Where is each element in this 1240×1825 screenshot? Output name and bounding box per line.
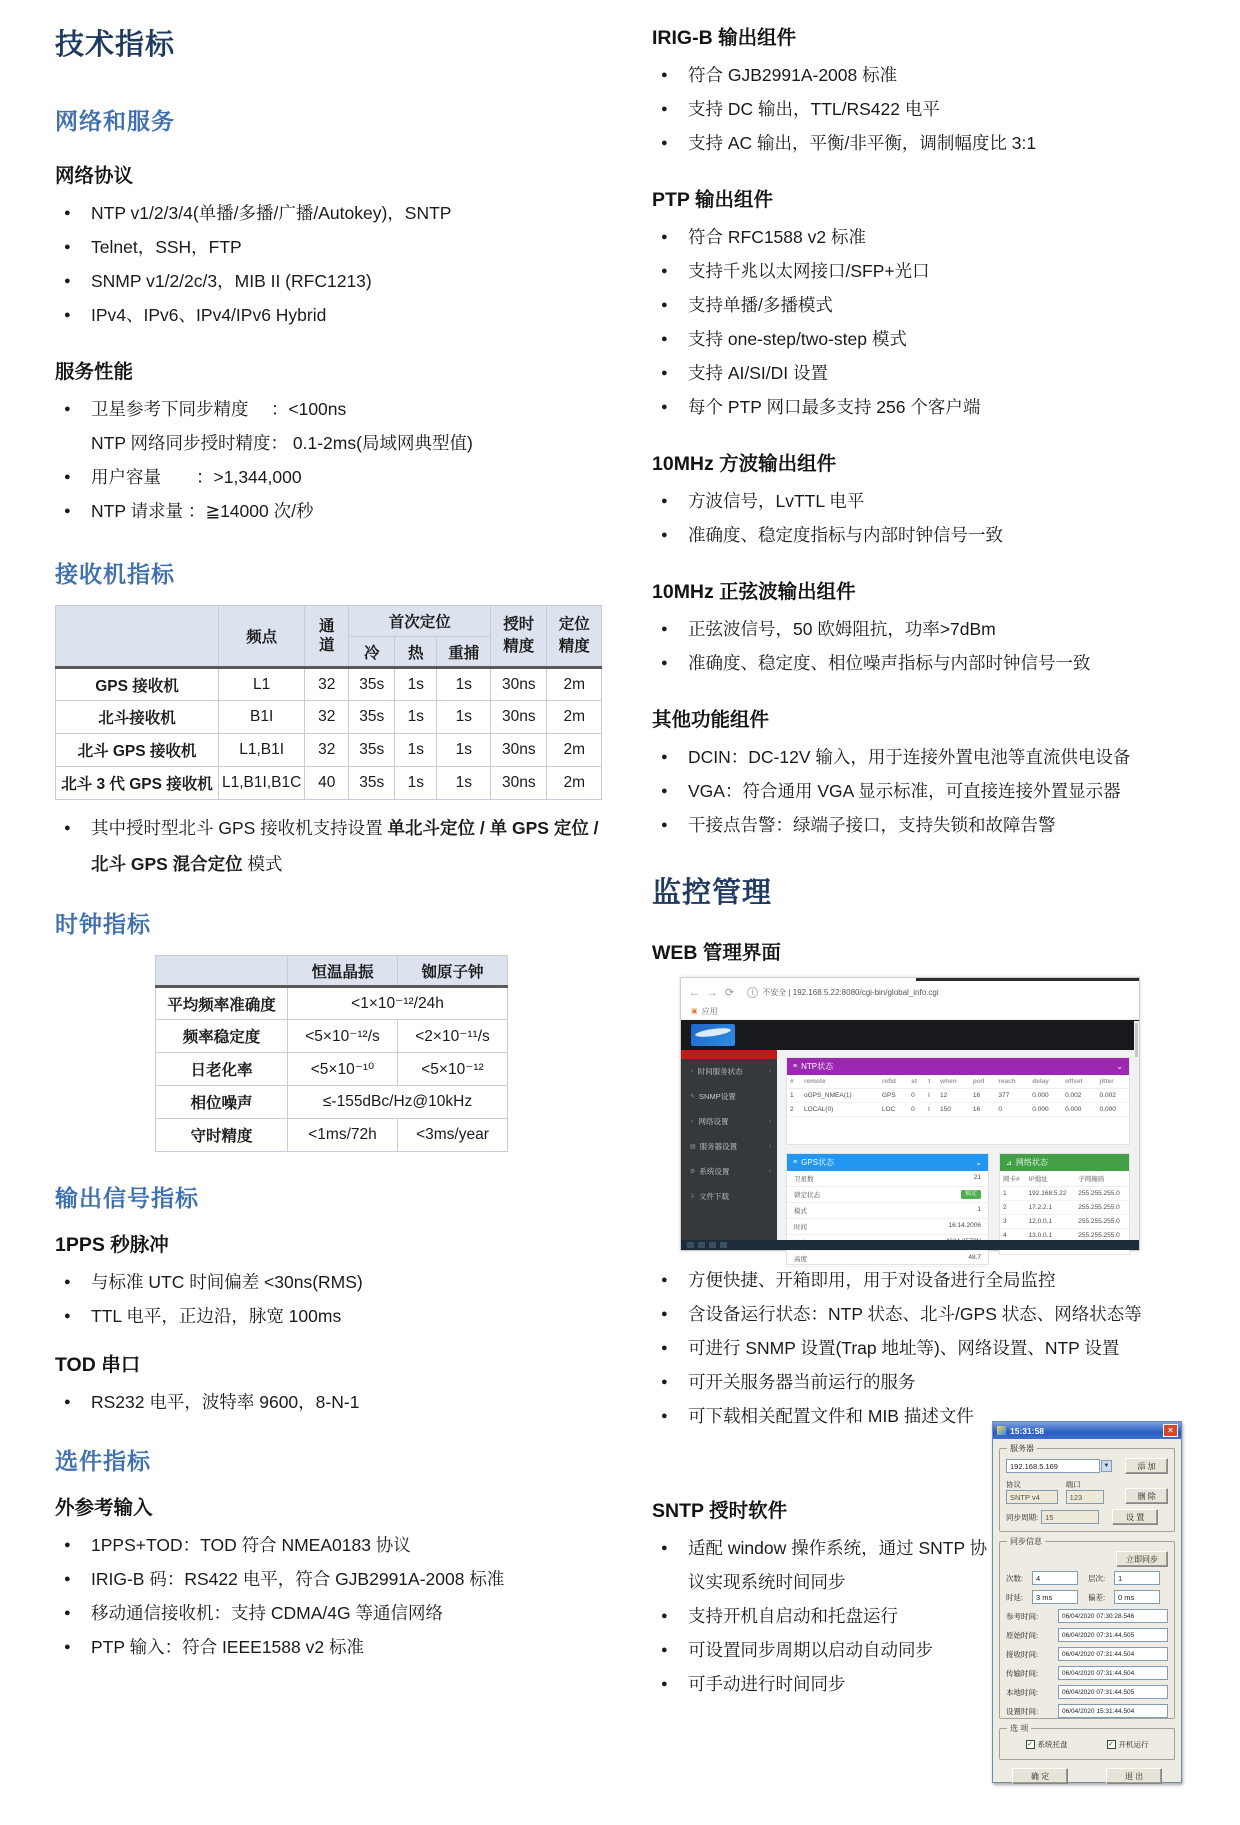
stratum-field: 1	[1114, 1571, 1160, 1585]
list-item: ● 正弦波信号，50 欧姆阻抗，功率>7dBm	[652, 612, 1240, 646]
list-item: ● IRIG-B 码：RS422 电平，符合 GJB2991A-2008 标准	[55, 1562, 607, 1596]
address-bar[interactable]: 不安全 | 192.168.5.22:8080/cgi-bin/global_info.cgi	[762, 988, 939, 997]
list-item: ● Telnet，SSH，FTP	[55, 230, 607, 264]
port-field: 123	[1066, 1490, 1105, 1504]
menu-icon: ⇩	[690, 1194, 696, 1200]
list-item: ● 卫星参考下同步精度 ：<100ns	[55, 392, 607, 426]
subsection-1pps: 1PPS 秒脉冲	[55, 1234, 169, 1256]
network-icon: ⊿	[1006, 1159, 1012, 1167]
admin-sidebar	[681, 1050, 777, 1241]
dialog-titlebar	[993, 1422, 1181, 1439]
list-item: ● 其中授时型北斗 GPS 接收机支持设置 单北斗定位 / 单 GPS 定位 /北斗 GPS 混合定位 模式	[55, 810, 607, 882]
ntp-panel-header: ≡ NTP状态 ⌄	[787, 1058, 1129, 1075]
irigb-list	[652, 58, 1240, 160]
subsection-service-performance: 服务性能	[55, 361, 134, 383]
page-title: 技术指标	[55, 29, 176, 61]
add-button[interactable]: 添 加	[1125, 1458, 1168, 1474]
checkbox-icon: ✓	[1027, 1741, 1033, 1748]
list-item: ● 支持 AI/SI/DI 设置	[652, 356, 1240, 390]
table-row: 日老化率 <5×10⁻¹⁰ <5×10⁻¹²	[156, 1053, 508, 1086]
col-header-ocxo: 恒温晶振	[288, 956, 398, 987]
subsection-network-protocol: 网络协议	[55, 165, 134, 187]
dropdown-arrow-icon[interactable]: ▼	[1101, 1460, 1112, 1472]
local-time-field: 06/04/2020 07:31:44.505	[1058, 1685, 1168, 1699]
web-admin-screenshot	[680, 977, 1140, 1263]
sntp-feature-list	[652, 1531, 992, 1701]
list-item: ● NTP 请求量 ：≧14000 次/秒	[55, 494, 607, 528]
table-row: 1 oGPS_NMEA(1) GPS 0 l 12 16 377 0.000 0.002 0.002	[787, 1089, 1129, 1103]
satellite-icon: ≡	[793, 1159, 798, 1166]
transmit-time-field: 06/04/2020 07:31:44.504	[1058, 1666, 1168, 1680]
col-header-pos-acc: 定位精度	[547, 606, 602, 668]
count-field: 4	[1032, 1571, 1078, 1585]
list-item: ● PTP 输入：符合 IEEE1588 v2 标准	[55, 1630, 607, 1664]
sync-info-group: 同步信息 立即同步 次数: 4 层次: 1 时延: 3 ms 偏差: 0 ms 参考时间: 06/04/2020 07:30:28.546 原始时间: 06/04/2020 07:31:44.505 接收时间: 06/04/2020 07:31:44.504 传输时间: 06/04/2020 07:31:44.504 本地时间: 06/04/2020 07:31:44.505 设置时间: 06/04/2020 15:31:44.504	[999, 1541, 1175, 1719]
list-item: ● TTL 电平，正边沿，脉宽 100ms	[55, 1299, 607, 1333]
sntp-section	[652, 1425, 1240, 1825]
table-row: 4 13.0.0.1 255.255.255.0	[1000, 1229, 1129, 1243]
sidebar-item-time-service-status[interactable]: ◔ 时间服务状态 ›	[690, 1067, 771, 1076]
list-item: ● 符合 GJB2991A-2008 标准	[652, 58, 1240, 92]
list-item: ● 可设置同步周期以启动自动同步	[652, 1633, 992, 1667]
table-row: 平均频率准确度 <1×10⁻¹²/24h	[156, 987, 508, 1020]
list-item: ● 用户容量 ：>1,344,000	[55, 460, 607, 494]
reload-icon[interactable]: ⟳	[725, 987, 735, 999]
col-header-channel: 通道	[305, 606, 349, 668]
protocol-list	[55, 196, 607, 332]
info-icon[interactable]: i	[747, 987, 758, 998]
table-corner	[156, 956, 288, 987]
list-item: ● 可下载相关配置文件和 MIB 描述文件	[652, 1399, 1240, 1433]
chevron-down-icon[interactable]: ⌄	[975, 1158, 982, 1167]
table-row: GPS 接收机 L1 32 35s 1s 1s 30ns 2m	[56, 668, 602, 701]
table-row: 北斗接收机 B1I 32 35s 1s 1s 30ns 2m	[56, 701, 602, 734]
list-item: ● 与标准 UTC 时间偏差 <30ns(RMS)	[55, 1265, 607, 1299]
list-item: ● IPv4、IPv6、IPv4/IPv6 Hybrid	[55, 298, 607, 332]
exit-button[interactable]: 退 出	[1106, 1768, 1162, 1784]
sidebar-item-file-download[interactable]: ⇩ 文件下载	[690, 1192, 730, 1201]
list-item: ● 可手动进行时间同步	[652, 1667, 992, 1701]
list-item: ● SNMP v1/2/2c/3，MIB II (RFC1213)	[55, 264, 607, 298]
back-icon[interactable]: ←	[689, 986, 700, 999]
subsection-web-ui: WEB 管理界面	[652, 942, 781, 964]
sidebar-item-network-settings[interactable]: ♁ 网络设置 ›	[690, 1117, 771, 1126]
menu-icon: ▤	[690, 1144, 696, 1150]
list-item: ● 方波信号，LvTTL 电平	[652, 484, 1240, 518]
dialog-title: 15:31:58	[1010, 1425, 1045, 1436]
list-item: ● 准确度、稳定度、相位噪声指标与内部时钟信号一致	[652, 646, 1240, 680]
network-table: 网卡# IP地址 子网掩码 1 192.168.5.22 255.255.255.0 2 17.2.2.1 255.255.255.0 3 12.0.0.1 255.255.255.0 4 13.0.0.1 255.255.255.0	[1000, 1171, 1129, 1243]
protocol-field: SNTP v4	[1006, 1490, 1058, 1504]
list-item: ● NTP v1/2/3/4(单播/多播/广播/Autokey)，SNTP	[55, 196, 607, 230]
chevron-right-icon: ›	[768, 1068, 771, 1075]
gps-row: 卫星数 21	[787, 1171, 988, 1187]
windows-taskbar	[681, 1240, 1139, 1250]
table-row: 相位噪声 ≤-155dBc/Hz@10kHz	[156, 1086, 508, 1119]
table-row: 3 12.0.0.1 255.255.255.0	[1000, 1215, 1129, 1229]
admin-content	[777, 1050, 1139, 1263]
options-group: 选 项 ✓ 系统托盘 ✓ 开机运行	[999, 1728, 1175, 1760]
browser-toolbar	[681, 978, 1139, 1003]
clock-table	[155, 955, 508, 1152]
table-row: 守时精度 <1ms/72h <3ms/year	[156, 1119, 508, 1152]
close-icon[interactable]: ✕	[1163, 1424, 1178, 1437]
section-network-services: 网络和服务	[55, 108, 175, 134]
gps-row: 锁定状态 锁定	[787, 1187, 988, 1203]
menu-icon: ⚙	[690, 1169, 696, 1175]
receiver-table	[55, 605, 602, 800]
reference-time-field: 06/04/2020 07:30:28.546	[1058, 1609, 1168, 1623]
table-corner	[56, 606, 219, 668]
app-icon	[997, 1426, 1006, 1435]
list-item: ● 支持 DC 输出，TTL/RS422 电平	[652, 92, 1240, 126]
section-output-signal: 输出信号指标	[55, 1185, 199, 1211]
chevron-right-icon: ›	[768, 1143, 771, 1150]
ext-ref-list	[55, 1528, 607, 1664]
list-item: ● RS232 电平，波特率 9600，8-N-1	[55, 1385, 607, 1419]
offset-field: 0 ms	[1114, 1590, 1160, 1604]
list-item: ● 可开关服务器当前运行的服务	[652, 1365, 1240, 1399]
left-column	[55, 22, 607, 1825]
gps-row: 时间 16:14.2006	[787, 1219, 988, 1235]
list-item: ● DCIN：DC-12V 输入，用于连接外置电池等直流供电设备	[652, 740, 1240, 774]
col-header-recapture: 重捕	[437, 637, 491, 668]
checkbox-icon: ✓	[1108, 1741, 1114, 1748]
status-badge: 锁定	[961, 1190, 981, 1199]
tray-checkbox[interactable]: ✓ 系统托盘	[1027, 1740, 1068, 1749]
right-column	[652, 22, 1240, 1825]
table-row: 频率稳定度 <5×10⁻¹²/s <2×10⁻¹¹/s	[156, 1020, 508, 1053]
chevron-down-icon[interactable]: ⌄	[1116, 1062, 1123, 1071]
list-item: ● 干接点告警：绿端子接口，支持失锁和故障告警	[652, 808, 1240, 842]
ntp-status-panel	[786, 1057, 1130, 1145]
delay-field: 3 ms	[1032, 1590, 1078, 1604]
server-address-select[interactable]: 192.168.5.169	[1006, 1459, 1100, 1473]
server-group: 服务器 192.168.5.169 ▼ 添 加 协议 SNTP v4 端口 123 删 除 同步周期: 15 设 置	[999, 1448, 1175, 1532]
subsection-sntp: SNTP 授时软件	[652, 1500, 788, 1522]
sync-now-button[interactable]: 立即同步	[1116, 1551, 1168, 1567]
menu-icon: ◔	[690, 1068, 694, 1075]
chevron-right-icon: ›	[768, 1118, 771, 1125]
list-item: ● 含设备运行状态：NTP 状态、北斗/GPS 状态、网络状态等	[652, 1297, 1240, 1331]
subsection-ptp: PTP 输出组件	[652, 189, 773, 211]
subsection-other-functions: 其他功能组件	[652, 709, 770, 731]
scrollbar[interactable]	[1134, 1021, 1139, 1240]
bookmark-icon: ▣	[691, 1008, 698, 1015]
col-header-hot: 热	[395, 637, 437, 668]
list-item: ● 支持 one-step/two-step 模式	[652, 322, 1240, 356]
col-header-freq: 频点	[219, 606, 305, 668]
bookmark-label[interactable]: 应用	[701, 1006, 718, 1016]
list-item: ● 可进行 SNMP 设置(Trap 地址等)、网络设置、NTP 设置	[652, 1331, 1240, 1365]
list-icon: ≡	[793, 1063, 798, 1070]
list-item: ● 支持单播/多播模式	[652, 288, 1240, 322]
menu-icon: ♁	[690, 1118, 695, 1125]
chevron-right-icon: ›	[768, 1168, 771, 1175]
receive-time-field: 06/04/2020 07:31:44.504	[1058, 1647, 1168, 1661]
col-header-timing-acc: 授时精度	[491, 606, 547, 668]
receiver-note	[55, 810, 607, 882]
active-menu-indicator	[681, 1050, 777, 1059]
performance-list	[55, 392, 607, 528]
table-row: 1 192.168.5.22 255.255.255.0	[1000, 1187, 1129, 1201]
sidebar-item-server-settings[interactable]: ▤ 服务器设置 ›	[690, 1142, 771, 1151]
subsection-tod: TOD 串口	[55, 1354, 141, 1376]
gps-panel-header: ≡ GPS状态 ⌄	[787, 1154, 988, 1171]
subsection-10mhz-sine: 10MHz 正弦波输出组件	[652, 581, 856, 603]
list-item-continuation: NTP 网络同步授时精度： 0.1-2ms(局域网典型值)	[91, 433, 473, 453]
set-button[interactable]: 设 置	[1112, 1509, 1158, 1525]
menu-icon: ✎	[690, 1094, 696, 1100]
list-item: ● 支持千兆以太网接口/SFP+光口	[652, 254, 1240, 288]
bookmarks-bar	[681, 1003, 1139, 1020]
subsection-ext-ref: 外参考输入	[55, 1497, 153, 1519]
subsection-10mhz-square: 10MHz 方波输出组件	[652, 453, 837, 475]
list-item: ● 支持开机自启动和托盘运行	[652, 1599, 992, 1633]
square-list	[652, 484, 1240, 552]
gps-row: 模式 1	[787, 1203, 988, 1219]
subsection-irigb: IRIG-B 输出组件	[652, 27, 797, 49]
tod-list	[55, 1385, 607, 1419]
sntp-dialog-screenshot	[992, 1421, 1182, 1783]
network-panel-header: ⊿ 网络状态	[1000, 1154, 1129, 1171]
other-list	[652, 740, 1240, 842]
sync-period-field[interactable]: 15	[1041, 1510, 1099, 1524]
col-header-cold: 冷	[349, 637, 395, 668]
browser-tab-strip	[916, 978, 1139, 981]
set-time-field: 06/04/2020 15:31:44.504	[1058, 1704, 1168, 1718]
list-item: ● 准确度、稳定度指标与内部时钟信号一致	[652, 518, 1240, 552]
list-item: ● VGA：符合通用 VGA 显示标准，可直接连接外置显示器	[652, 774, 1240, 808]
list-item: ● 适配 window 操作系统，通过 SNTP 协议实现系统时间同步	[652, 1531, 992, 1599]
sine-list	[652, 612, 1240, 680]
app-header	[681, 1020, 1139, 1050]
section-monitoring: 监控管理	[652, 877, 773, 909]
originate-time-field: 06/04/2020 07:31:44.505	[1058, 1628, 1168, 1642]
list-item: ● 每个 PTP 网口最多支持 256 个客户端	[652, 390, 1240, 424]
list-item: ● 1PPS+TOD：TOD 符合 NMEA0183 协议	[55, 1528, 607, 1562]
pps-list	[55, 1265, 607, 1333]
ptp-list	[652, 220, 1240, 424]
sidebar-item-snmp-settings[interactable]: ✎ SNMP设置	[690, 1092, 736, 1101]
section-options: 选件指标	[55, 1448, 151, 1474]
gps-row: 高度 48.7	[787, 1251, 988, 1267]
list-item: ● 支持 AC 输出，平衡/非平衡，调制幅度比 3:1	[652, 126, 1240, 160]
table-row: 2 17.2.2.1 255.255.255.0	[1000, 1201, 1129, 1215]
col-header-rubidium: 铷原子钟	[398, 956, 508, 987]
list-item: ● 符合 RFC1588 v2 标准	[652, 220, 1240, 254]
table-row: 北斗 GPS 接收机 L1,B1I 32 35s 1s 1s 30ns 2m	[56, 734, 602, 767]
sidebar-item-system-settings[interactable]: ⚙ 系统设置 ›	[690, 1167, 771, 1176]
section-receiver-specs: 接收机指标	[55, 561, 175, 587]
autorun-checkbox[interactable]: ✓ 开机运行	[1108, 1740, 1149, 1749]
table-row: 北斗 3 代 GPS 接收机 L1,B1I,B1C 40 35s 1s 1s 30ns 2m	[56, 767, 602, 800]
ok-button[interactable]: 确 定	[1012, 1768, 1068, 1784]
list-item: ● 移动通信接收机：支持 CDMA/4G 等通信网络	[55, 1596, 607, 1630]
vendor-logo	[691, 1024, 735, 1046]
web-feature-list	[652, 1263, 1240, 1433]
col-header-firstfix: 首次定位	[349, 606, 491, 637]
ntp-table: # remote refid st t when poll reach delay offset jitter 1 oGPS_NMEA(1) GPS 0 l 12 16 377 0.000 0.002 0.002 2 LOCAL(0) LOC 0 l 150 16 0 0.000 0.000 0.000	[787, 1075, 1129, 1117]
delete-button[interactable]: 删 除	[1125, 1488, 1168, 1504]
table-row: 2 LOCAL(0) LOC 0 l 150 16 0 0.000 0.000 0.000	[787, 1103, 1129, 1117]
list-item: ● 方便快捷、开箱即用，用于对设备进行全局监控	[652, 1263, 1240, 1297]
forward-icon[interactable]: →	[707, 986, 718, 999]
section-clock-specs: 时钟指标	[55, 911, 151, 937]
